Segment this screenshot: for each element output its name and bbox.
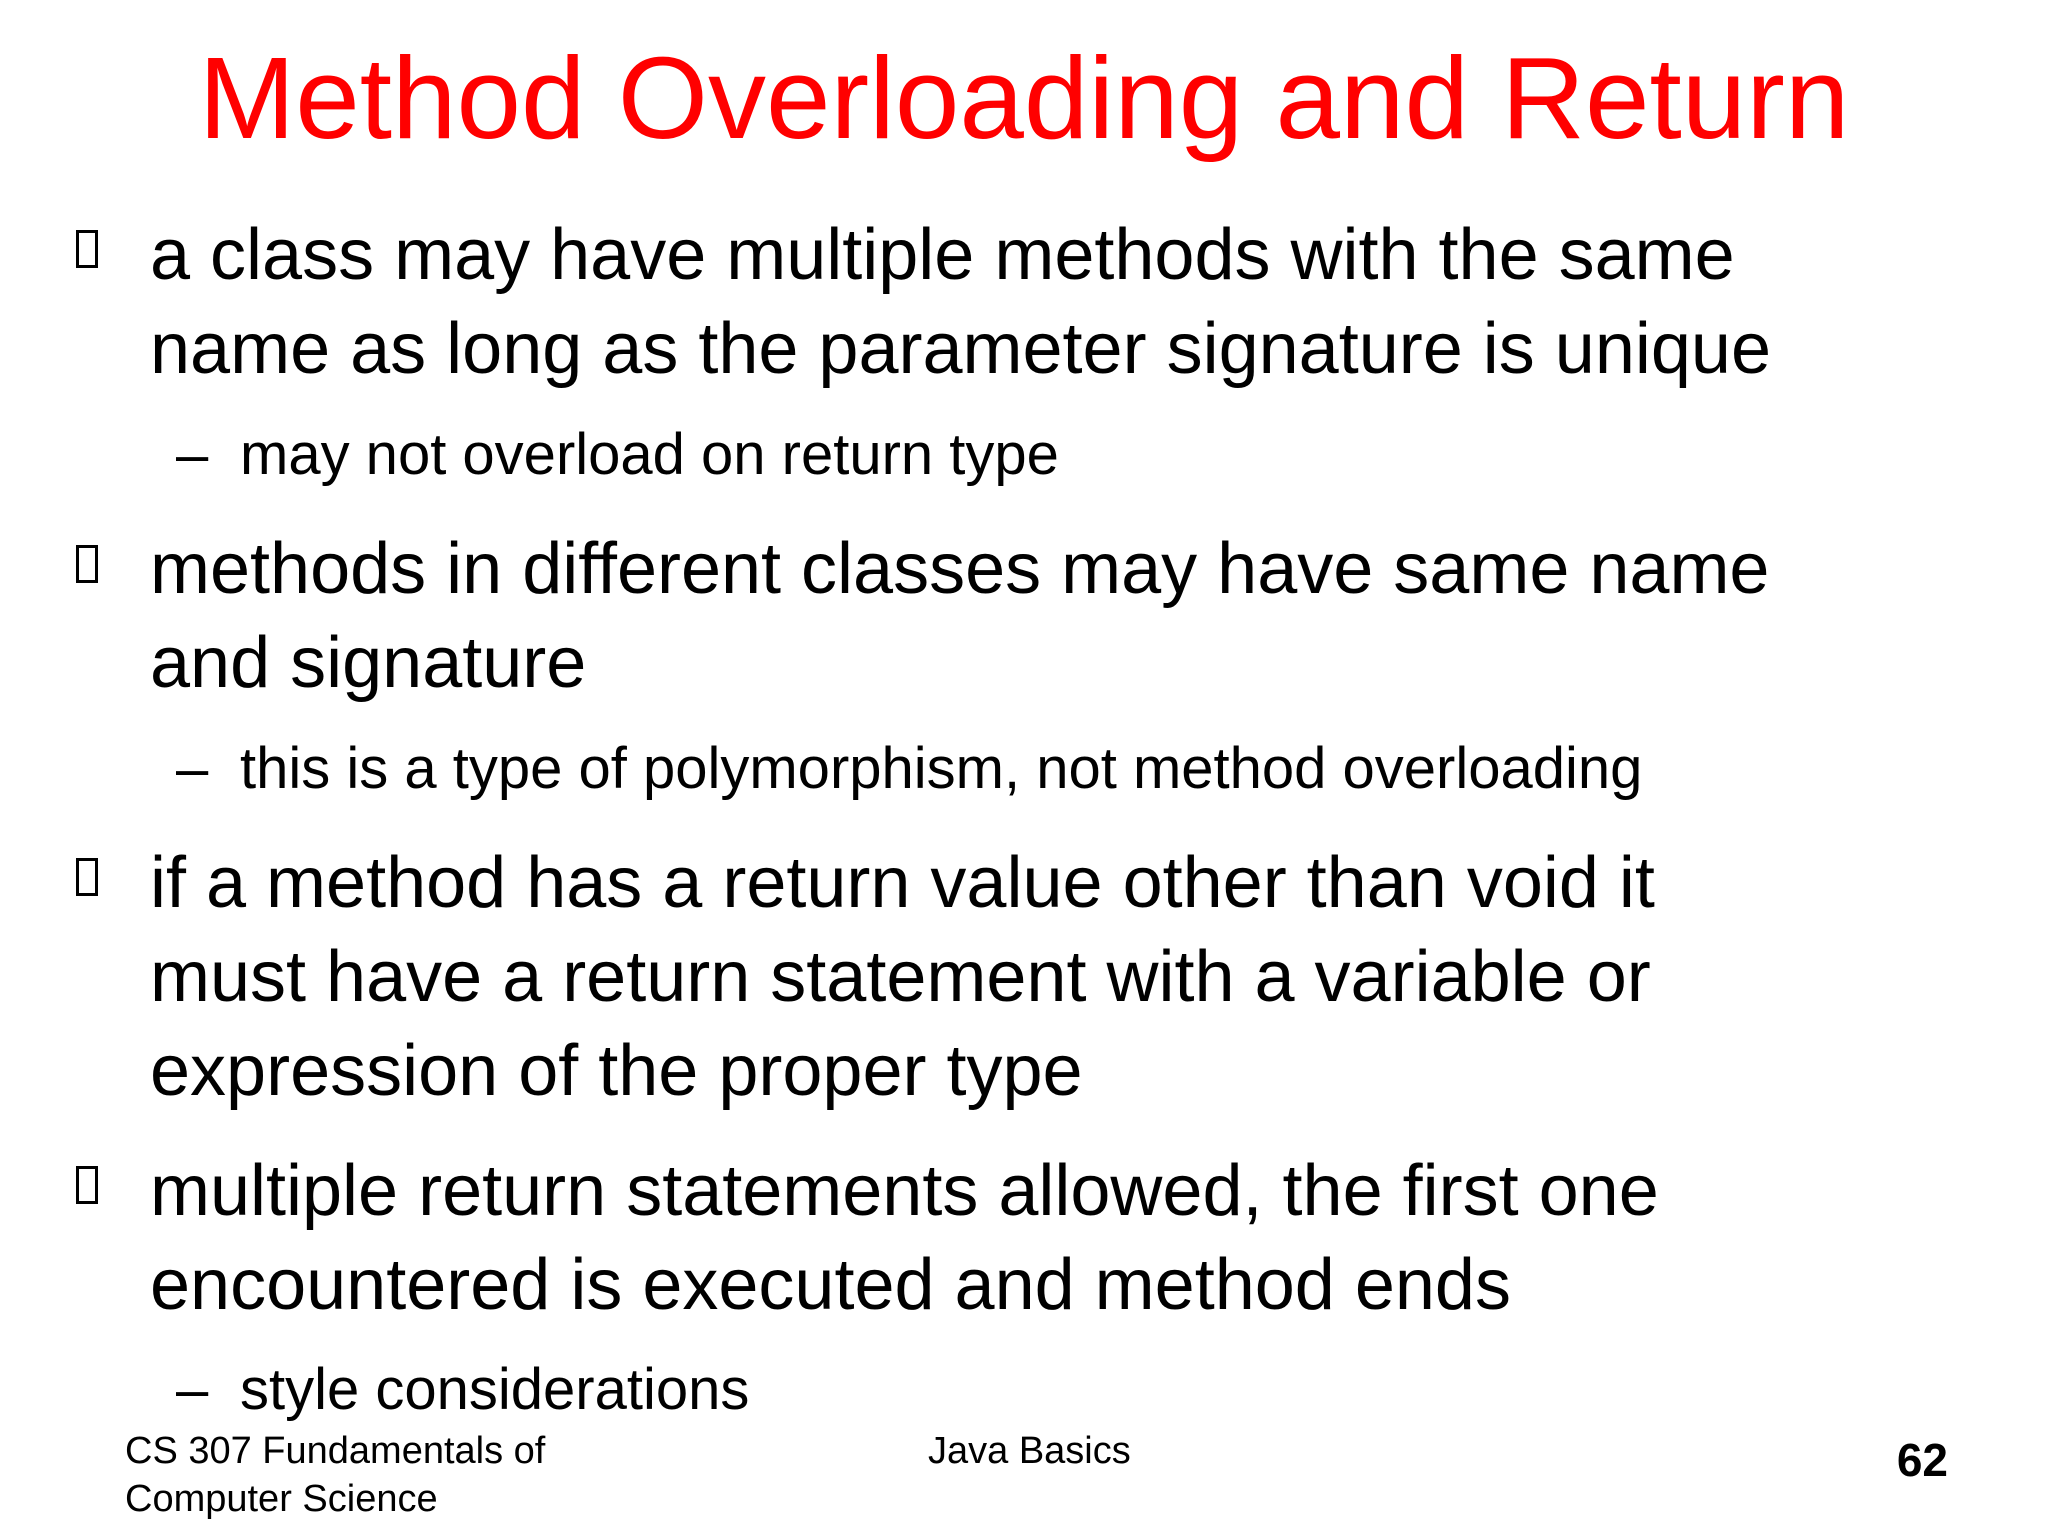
bullet-text-line: methods in different classes may have same name bbox=[150, 529, 1770, 609]
footer-topic: Java Basics bbox=[928, 1430, 1131, 1472]
footer-course-line: Computer Science bbox=[125, 1478, 438, 1520]
sub-bullet-text: may not overload on return type bbox=[240, 422, 1059, 487]
square-bullet-icon bbox=[76, 1166, 98, 1204]
slide-title: Method Overloading and Return bbox=[198, 33, 1850, 163]
footer-course bbox=[125, 1427, 545, 1523]
bullet-text-line: multiple return statements allowed, the first one bbox=[150, 1151, 1659, 1231]
bullet-text-line: if a method has a return value other than void it bbox=[150, 843, 1655, 923]
sub-bullet-text: style considerations bbox=[240, 1357, 750, 1422]
sub-bullet-text: this is a type of polymorphism, not method overloading bbox=[240, 736, 1643, 801]
sub-bullet-dash: – bbox=[176, 1357, 209, 1422]
square-bullet-icon bbox=[76, 230, 98, 268]
bullet-text-line: expression of the proper type bbox=[150, 1031, 1083, 1111]
bullet-text-line: encountered is executed and method ends bbox=[150, 1245, 1511, 1325]
footer-course-line: CS 307 Fundamentals of bbox=[125, 1430, 546, 1472]
bullet-text-line: a class may have multiple methods with the same bbox=[150, 215, 1735, 295]
sub-bullet-dash: – bbox=[176, 736, 209, 801]
square-bullet-icon bbox=[76, 858, 98, 896]
page-number: 62 bbox=[1896, 1434, 1948, 1486]
bullet-text-line: must have a return statement with a variable or bbox=[150, 937, 1651, 1017]
sub-bullet-dash: – bbox=[176, 422, 209, 487]
bullet-text-line: name as long as the parameter signature is unique bbox=[150, 309, 1771, 389]
square-bullet-icon bbox=[76, 545, 98, 583]
bullet-text-line: and signature bbox=[150, 623, 587, 703]
